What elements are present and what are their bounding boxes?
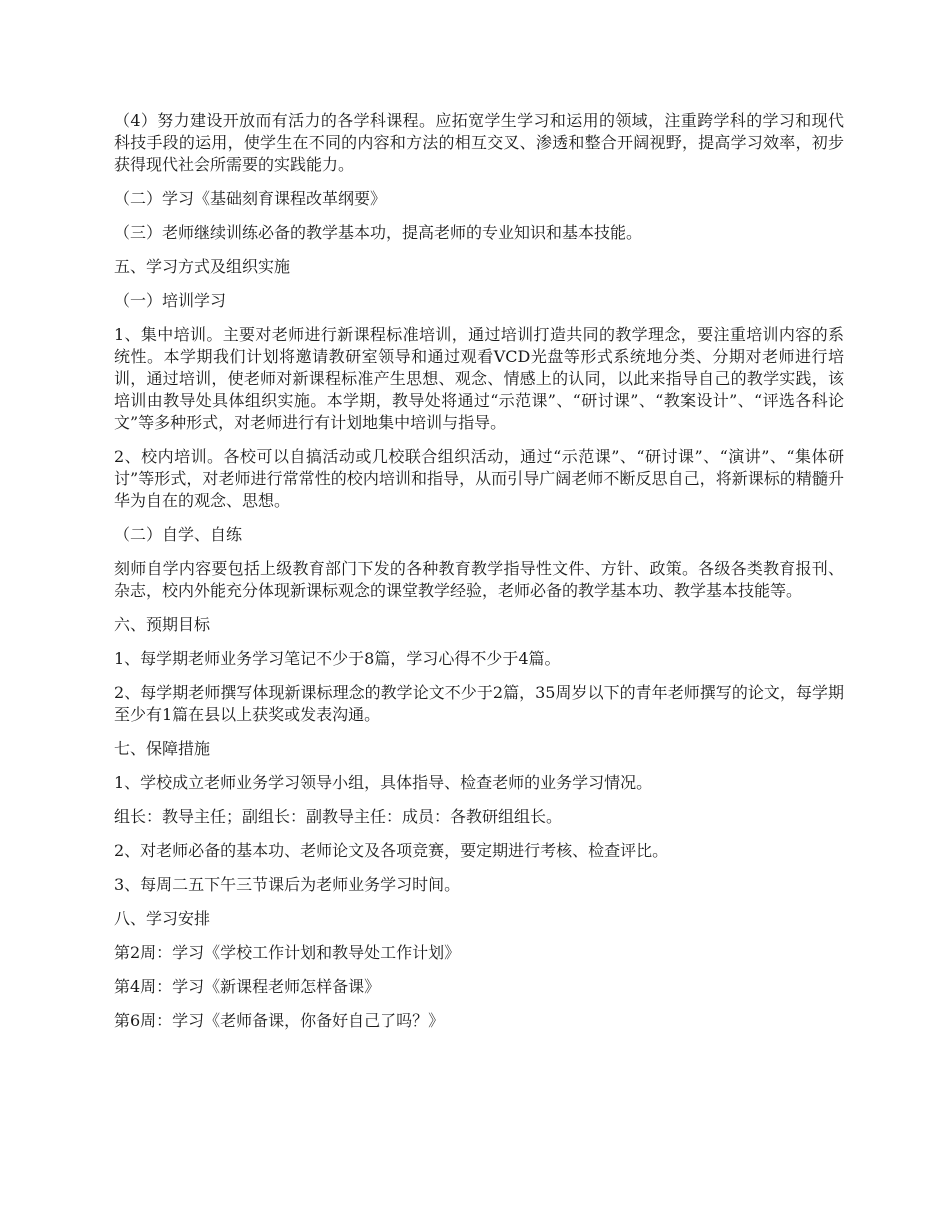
heading-section-7: 七、保障措施 bbox=[114, 739, 211, 758]
subheading-training: （一）培训学习 bbox=[114, 291, 227, 310]
paragraph-course-building: （4）努力建设开放而有活力的各学科课程。应拓宽学生学习和运用的领域，注重跨学科的学习和现代科技手段的运用，使学生在不同的内容和方法的相互交叉、渗透和整合开阔视野，提高学习效率，初步获得现代社会所需要的实践能力。 bbox=[114, 111, 844, 174]
paragraph-leadership-group: 1、学校成立老师业务学习领导小组，具体指导、检查老师的业务学习情况。 bbox=[114, 773, 653, 792]
schedule-week-6: 第6周：学习《老师备课，你备好自己了吗？》 bbox=[114, 1011, 445, 1030]
paragraph-study-time: 3、每周二五下午三节课后为老师业务学习时间。 bbox=[114, 875, 461, 894]
paragraph-group-members: 组长：教导主任；副组长：副教导主任：成员：各教研组组长。 bbox=[114, 807, 563, 826]
paragraph-basic-skills: （三）老师继续训练必备的教学基本功，提高老师的专业知识和基本技能。 bbox=[114, 223, 643, 242]
heading-section-8: 八、学习安排 bbox=[114, 909, 211, 928]
paragraph-school-training: 2、校内培训。各校可以自搞活动或几校联合组织活动，通过“示范课”、“研讨课”、“演讲”、“集体研讨”等形式，对老师进行常常性的校内培训和指导，从而引导广阔老师不断反思自己，将新课标的精髓升华为自在的观念、思想。 bbox=[114, 447, 844, 510]
document-page bbox=[114, 110, 844, 1044]
schedule-week-2: 第2周：学习《学校工作计划和教导处工作计划》 bbox=[114, 943, 461, 962]
paragraph-goal-notes: 1、每学期老师业务学习笔记不少于8篇，学习心得不少于4篇。 bbox=[114, 649, 561, 668]
subheading-self-study: （二）自学、自练 bbox=[114, 525, 243, 544]
paragraph-self-study-content: 刻师自学内容要包括上级教育部门下发的各种教育教学指导性文件、方针、政策。各级各类教育报刊、杂志，校内外能充分体现新课标观念的课堂教学经验，老师必备的教学基本功、教学基本技能等。 bbox=[114, 559, 844, 600]
paragraph-study-outline: （二）学习《基础刻育课程改革纲要》 bbox=[114, 189, 387, 208]
heading-section-6: 六、预期目标 bbox=[114, 615, 211, 634]
schedule-week-4: 第4周：学习《新课程老师怎样备课》 bbox=[114, 977, 381, 996]
heading-section-5: 五、学习方式及组织实施 bbox=[114, 257, 291, 276]
paragraph-assessment: 2、对老师必备的基本功、老师论文及各项竞赛，要定期进行考核、检查评比。 bbox=[114, 841, 669, 860]
paragraph-centralized-training: 1、集中培训。主要对老师进行新课程标准培训，通过培训打造共同的教学理念，要注重培训内容的系统性。本学期我们计划将邀请教研室领导和通过观看VCD光盘等形式系统地分类、分期对老师进行培训，通过培训，使老师对新课程标准产生思想、观念、情感上的认同，以此来指导自己的教学实践，该培训由教导处具体组织实施。本学期，教导处将通过“示范课”、“研讨课”、“教案设计”、“评选各科论文”等多种形式，对老师进行有计划地集中培训与指导。 bbox=[114, 325, 844, 432]
paragraph-goal-papers: 2、每学期老师撰写体现新课标理念的教学论文不少于2篇，35周岁以下的青年老师撰写的论文，每学期至少有1篇在县以上获奖或发表沟通。 bbox=[114, 683, 844, 724]
